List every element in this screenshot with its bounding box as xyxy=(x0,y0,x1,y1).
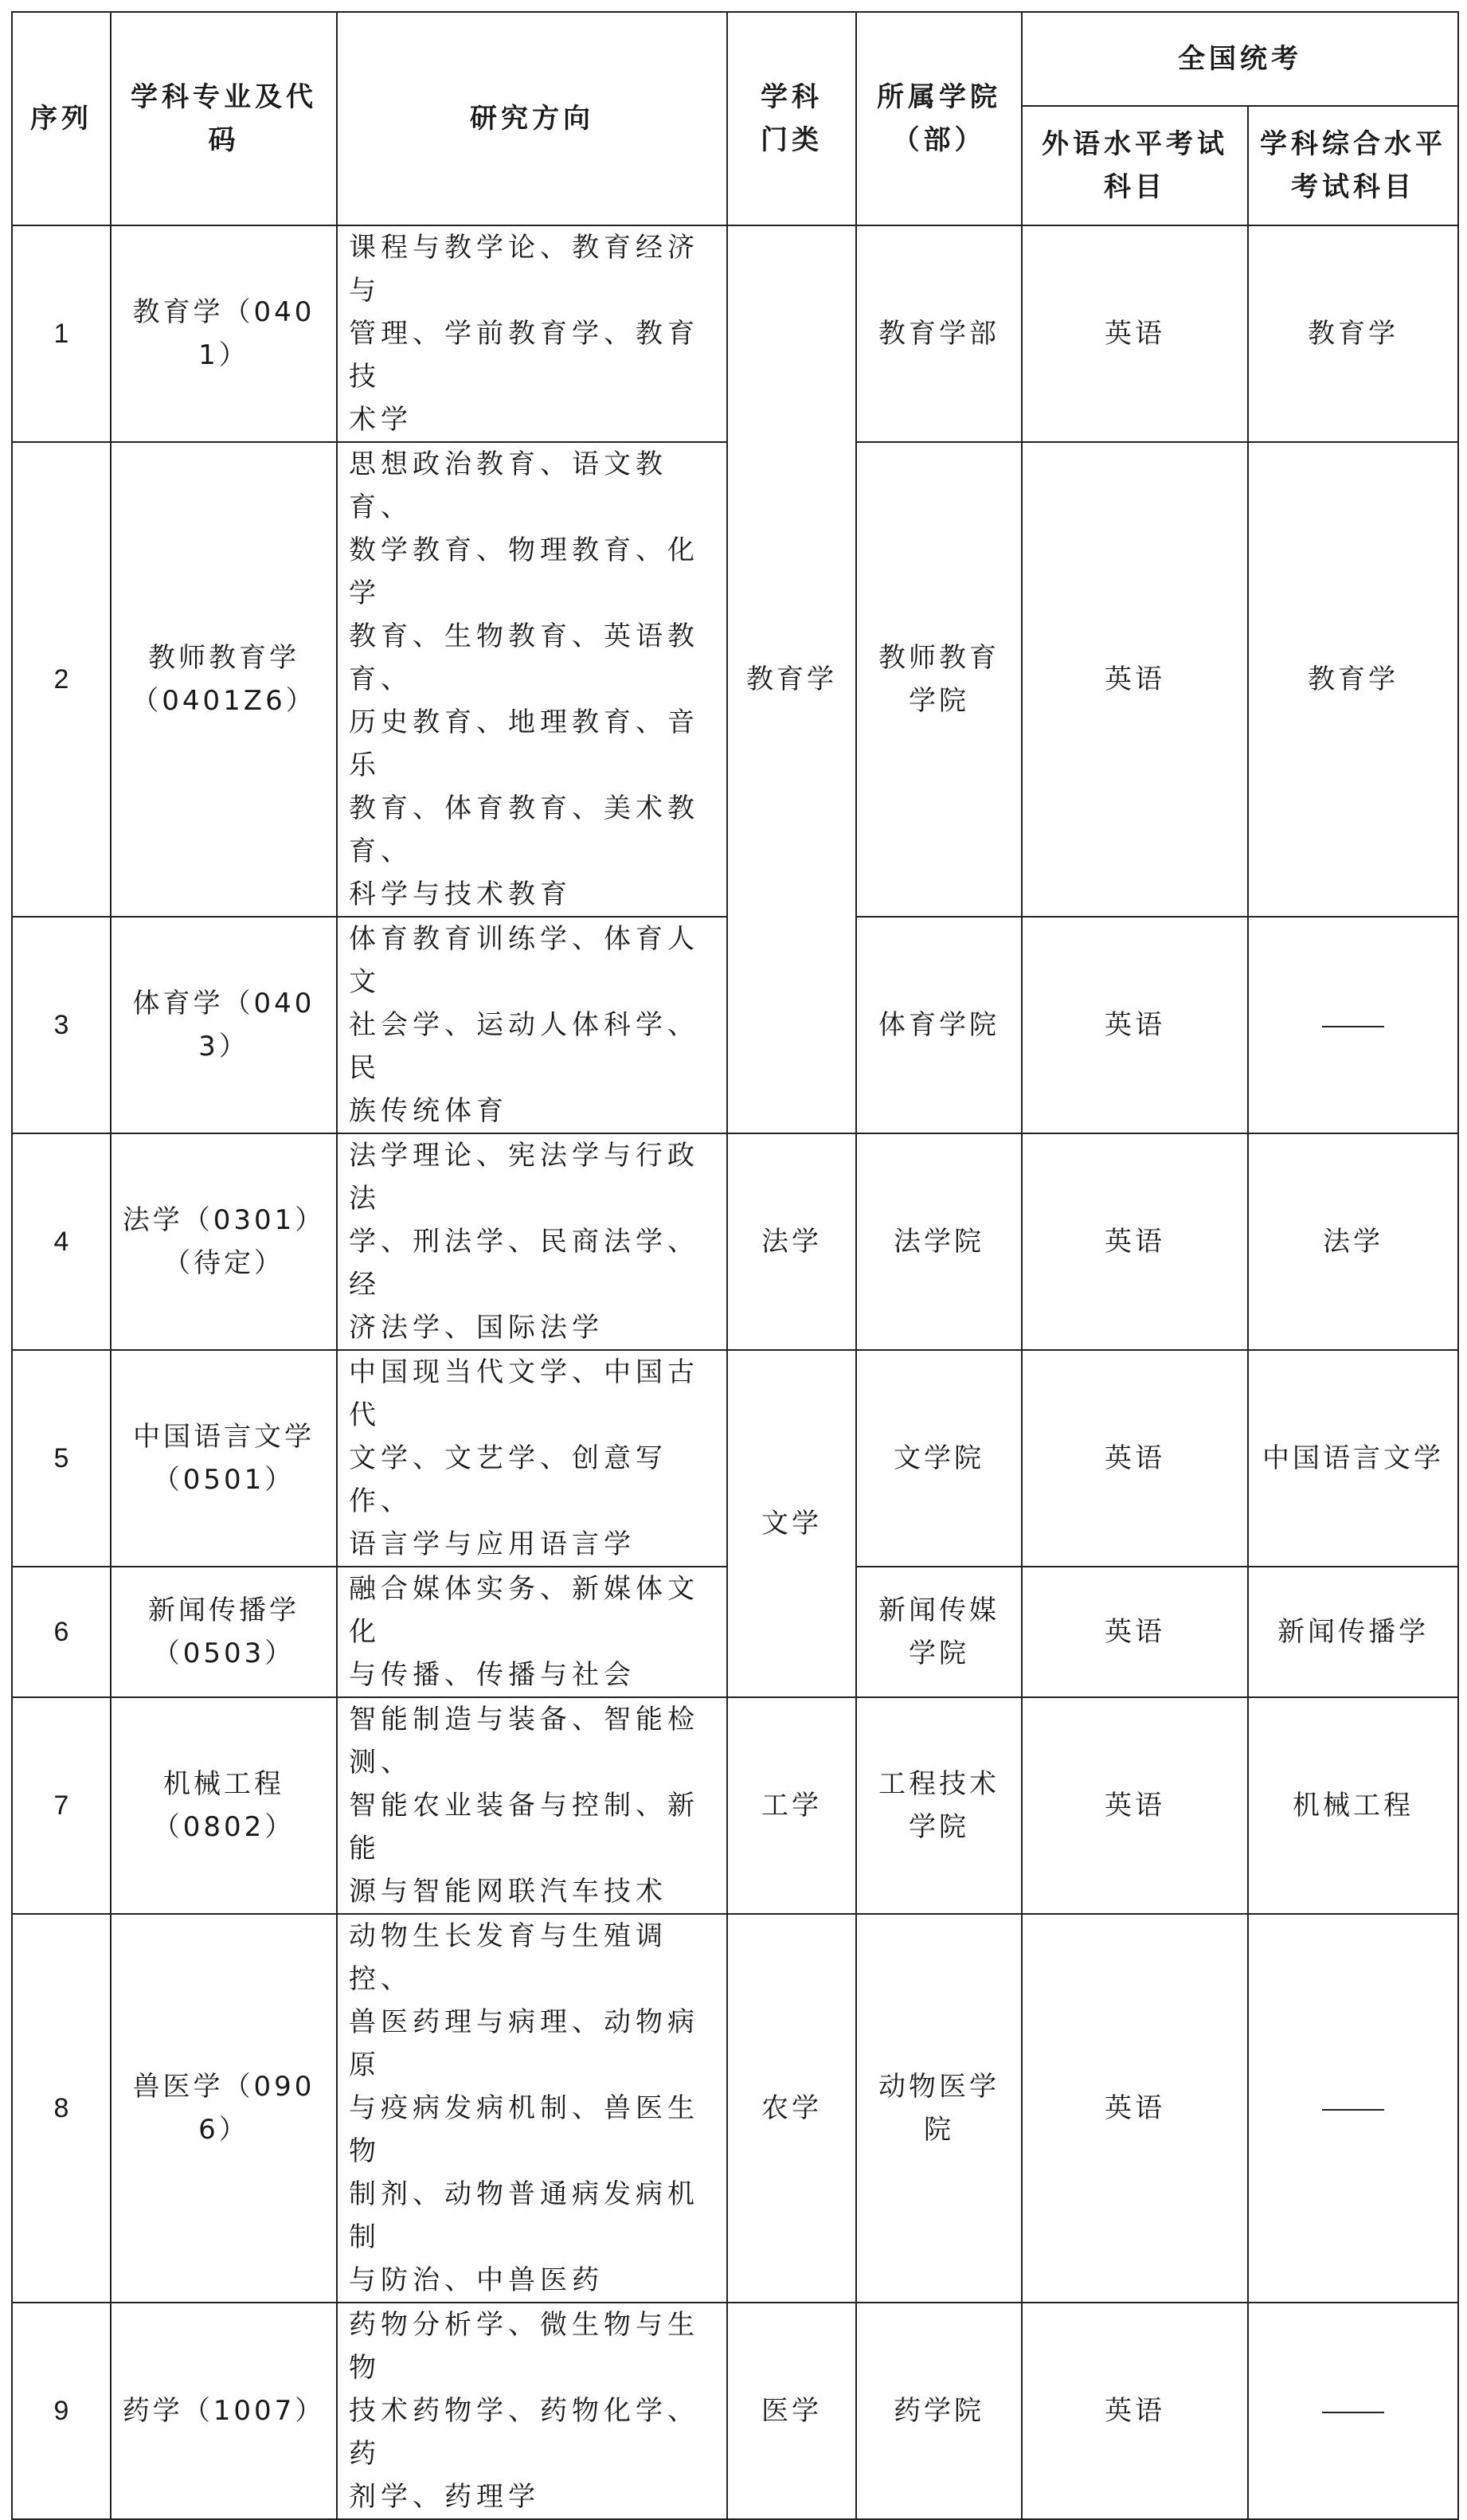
cell-foreign-exam: 英语 xyxy=(1022,1697,1248,1914)
cell-comprehensive-exam xyxy=(1248,917,1458,1133)
table-row xyxy=(12,1350,1458,1567)
cell-major: 新闻传播学 （0503） xyxy=(111,1567,337,1697)
cell-direction: 融合媒体实务、新媒体文化 与传播、传播与社会 xyxy=(337,1567,727,1697)
cell-college: 教育学部 xyxy=(856,225,1022,442)
cell-comprehensive-exam: 教育学 xyxy=(1248,442,1458,917)
header-college: 所属学院 （部） xyxy=(856,12,1022,225)
cell-foreign-exam: 英语 xyxy=(1022,2303,1248,2519)
header-category: 学科 门类 xyxy=(727,12,856,225)
cell-college: 新闻传媒 学院 xyxy=(856,1567,1022,1697)
header-national-exam: 全国统考 xyxy=(1022,12,1458,106)
cell-college: 法学院 xyxy=(856,1133,1022,1350)
cell-major: 教师教育学 （0401Z6） xyxy=(111,442,337,917)
cell-direction: 法学理论、宪法学与行政法 学、刑法学、民商法学、经 济法学、国际法学 xyxy=(337,1133,727,1350)
cell-foreign-exam: 英语 xyxy=(1022,1567,1248,1697)
cell-college: 药学院 xyxy=(856,2303,1022,2519)
cell-comprehensive-exam: 教育学 xyxy=(1248,225,1458,442)
cell-major: 教育学（0401） xyxy=(111,225,337,442)
cell-major: 中国语言文学 （0501） xyxy=(111,1350,337,1567)
cell-category: 工学 xyxy=(727,1697,856,1914)
cell-foreign-exam: 英语 xyxy=(1022,442,1248,917)
cell-major: 体育学（0403） xyxy=(111,917,337,1133)
cell-direction: 药物分析学、微生物与生物 技术药物学、药物化学、药 剂学、药理学 xyxy=(337,2303,727,2519)
cell-college: 教师教育 学院 xyxy=(856,442,1022,917)
cell-seq: 5 xyxy=(12,1350,111,1567)
table-header xyxy=(12,12,1458,225)
table-row xyxy=(12,225,1458,442)
cell-college: 动物医学 院 xyxy=(856,1914,1022,2303)
cell-foreign-exam: 英语 xyxy=(1022,1914,1248,2303)
table-row xyxy=(12,1697,1458,1914)
dash-mark xyxy=(1322,2412,1384,2413)
cell-direction: 课程与教学论、教育经济与 管理、学前教育学、教育技 术学 xyxy=(337,225,727,442)
cell-seq: 8 xyxy=(12,1914,111,2303)
admissions-table xyxy=(11,11,1459,2520)
table-row xyxy=(12,2303,1458,2519)
cell-direction: 体育教育训练学、体育人文 社会学、运动人体科学、民 族传统体育 xyxy=(337,917,727,1133)
cell-category: 农学 xyxy=(727,1914,856,2303)
cell-category: 文学 xyxy=(727,1350,856,1697)
header-foreign-exam: 外语水平考试 科目 xyxy=(1022,106,1248,225)
cell-major: 药学（1007） xyxy=(111,2303,337,2519)
dash-mark xyxy=(1322,1026,1384,1027)
cell-seq: 9 xyxy=(12,2303,111,2519)
cell-direction: 动物生长发育与生殖调控、 兽医药理与病理、动物病原 与疫病发病机制、兽医生物 制剂、动物普通病发病机制 与防治、中兽医药 xyxy=(337,1914,727,2303)
header-direction: 研究方向 xyxy=(337,12,727,225)
cell-category: 法学 xyxy=(727,1133,856,1350)
cell-major: 兽医学（0906） xyxy=(111,1914,337,2303)
cell-seq: 1 xyxy=(12,225,111,442)
cell-seq: 3 xyxy=(12,917,111,1133)
cell-major: 机械工程 （0802） xyxy=(111,1697,337,1914)
cell-foreign-exam: 英语 xyxy=(1022,1350,1248,1567)
cell-college: 文学院 xyxy=(856,1350,1022,1567)
header-major: 学科专业及代 码 xyxy=(111,12,337,225)
cell-foreign-exam: 英语 xyxy=(1022,225,1248,442)
cell-comprehensive-exam: 中国语言文学 xyxy=(1248,1350,1458,1567)
header-comprehensive-exam: 学科综合水平 考试科目 xyxy=(1248,106,1458,225)
cell-foreign-exam: 英语 xyxy=(1022,1133,1248,1350)
dash-mark xyxy=(1322,2109,1384,2111)
cell-direction: 思想政治教育、语文教育、 数学教育、物理教育、化学 教育、生物教育、英语教育、 历史教育、地理教育、音乐 教育、体育教育、美术教育、 科学与技术教育 xyxy=(337,442,727,917)
cell-comprehensive-exam xyxy=(1248,2303,1458,2519)
cell-category: 医学 xyxy=(727,2303,856,2519)
cell-foreign-exam: 英语 xyxy=(1022,917,1248,1133)
cell-comprehensive-exam xyxy=(1248,1914,1458,2303)
cell-seq: 7 xyxy=(12,1697,111,1914)
cell-comprehensive-exam: 新闻传播学 xyxy=(1248,1567,1458,1697)
table-row xyxy=(12,1914,1458,2303)
cell-seq: 4 xyxy=(12,1133,111,1350)
cell-seq: 6 xyxy=(12,1567,111,1697)
cell-comprehensive-exam: 法学 xyxy=(1248,1133,1458,1350)
table-body xyxy=(12,225,1458,2519)
cell-direction: 中国现当代文学、中国古代 文学、文艺学、创意写作、 语言学与应用语言学 xyxy=(337,1350,727,1567)
cell-direction: 智能制造与装备、智能检测、 智能农业装备与控制、新能 源与智能网联汽车技术 xyxy=(337,1697,727,1914)
document xyxy=(11,11,1459,2520)
header-seq: 序列 xyxy=(12,12,111,225)
table-row xyxy=(12,1133,1458,1350)
cell-college: 体育学院 xyxy=(856,917,1022,1133)
cell-comprehensive-exam: 机械工程 xyxy=(1248,1697,1458,1914)
cell-college: 工程技术 学院 xyxy=(856,1697,1022,1914)
cell-category: 教育学 xyxy=(727,225,856,1133)
cell-major: 法学（0301） （待定） xyxy=(111,1133,337,1350)
cell-seq: 2 xyxy=(12,442,111,917)
